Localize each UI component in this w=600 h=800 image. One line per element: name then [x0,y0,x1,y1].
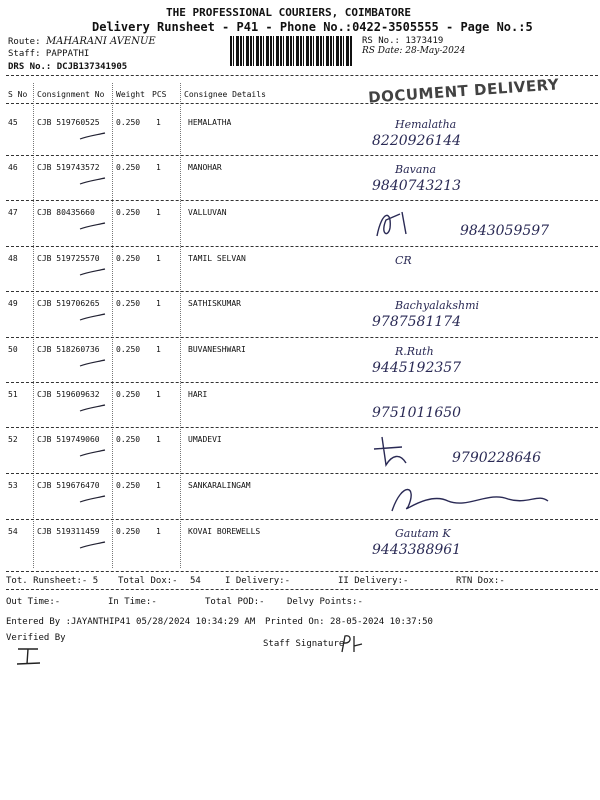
runsheet-title: Delivery Runsheet - P41 - Phone No.:0422-3505555 - Page No.:5 [92,20,533,34]
row-serial-number: 46 [8,163,18,172]
route-label-text: Route: [8,37,41,47]
row-divider [6,200,598,201]
rtn-dox: RTN Dox:- [456,576,505,586]
checkmark-icon [78,447,108,459]
total-runsheet: Tot. Runsheet:- 5 [6,576,99,586]
checkmark-icon [78,220,108,232]
row-weight: 0.250 [116,481,141,490]
row-weight: 0.250 [116,390,141,399]
row-serial-number: 49 [8,299,18,308]
handwritten-name: R.Ruth [395,345,434,358]
total-dox-label: Total Dox:- [118,576,178,586]
col-consignee: Consignee Details [184,90,266,99]
row-pcs: 1 [156,345,161,354]
checkmark-icon [78,311,108,323]
verified-by-label: Verified By [6,633,66,643]
row-serial-number: 51 [8,390,18,399]
row-consignee-name: SANKARALINGAM [188,481,251,490]
row-consignee-name: HARI [188,390,208,399]
row-divider [6,155,598,156]
row-pcs: 1 [156,163,161,172]
delivery-points: Delvy Points:- [287,597,363,607]
entered-by: Entered By :JAYANTHIP41 05/28/2024 10:34:29 AM [6,617,256,627]
row-consignment-number: CJB 519743572 [37,163,100,172]
row-consignee-name: HEMALATHA [188,118,232,127]
col-weight: Weight [116,90,145,99]
checkmark-icon [78,357,108,369]
signature-scribble-icon [372,435,542,475]
handwritten-phone: 9443388961 [372,542,462,558]
row-consignee-name: BUVANESHWARI [188,345,246,354]
row-consignee-name: SATHISKUMAR [188,299,241,308]
row-consignee-name: UMADEVI [188,435,222,444]
row-weight: 0.250 [116,163,141,172]
handwritten-phone: 9787581174 [372,314,462,330]
row-weight: 0.250 [116,254,141,263]
row-pcs: 1 [156,118,161,127]
row-consignment-number: CJB 519609632 [37,390,100,399]
row-pcs: 1 [156,527,161,536]
row-pcs: 1 [156,435,161,444]
col-sno: S No [8,90,28,99]
row-divider [6,382,598,383]
row-consignment-number: CJB 519676470 [37,481,100,490]
row-weight: 0.250 [116,527,141,536]
row-consignment-number: CJB 518260736 [37,345,100,354]
handwritten-name: Bachyalakshmi [395,299,480,312]
row-weight: 0.250 [116,118,141,127]
row-divider [6,427,598,428]
checkmark-icon [78,175,108,187]
row-consignment-number: CJB 519706265 [37,299,100,308]
row-pcs: 1 [156,254,161,263]
row-pcs: 1 [156,390,161,399]
route-value: MAHARANI AVENUE [45,36,156,47]
row-consignee-name: TAMIL SELVAN [188,254,246,263]
first-delivery: I Delivery:- [225,576,291,586]
handwritten-phone: 9840743213 [372,178,462,194]
signature-scribble-icon [388,481,558,521]
divider [6,75,598,76]
handwritten-phone: 9843059597 [460,223,550,239]
row-consignee-name: VALLUVAN [188,208,227,217]
row-weight: 0.250 [116,299,141,308]
out-time: Out Time:- [6,597,61,607]
handwritten-phone: 9751011650 [372,405,462,421]
row-weight: 0.250 [116,345,141,354]
row-consignment-number: CJB 519760525 [37,118,100,127]
row-consignment-number: CJB 519311459 [37,527,100,536]
divider [6,589,598,590]
row-weight: 0.250 [116,435,141,444]
row-serial-number: 50 [8,345,18,354]
divider [6,571,598,572]
row-pcs: 1 [156,481,161,490]
col-pcs: PCS [152,90,167,99]
handwritten-phone: 9445192357 [372,360,462,376]
checkmark-icon [78,266,108,278]
row-consignee-name: KOVAI BOREWELLS [188,527,261,536]
rs-date: RS Date: 28-May-2024 [362,46,466,56]
handwritten-phone: 9790228646 [452,450,542,466]
row-weight: 0.250 [116,208,141,217]
in-time: In Time:- [108,597,157,607]
handwritten-phone: 8220926144 [372,133,462,149]
row-pcs: 1 [156,208,161,217]
row-serial-number: 48 [8,254,18,263]
row-serial-number: 53 [8,481,18,490]
rs-number: RS No.: 1373419 [362,36,444,46]
drs-number: DRS No.: DCJB137341905 [8,62,128,72]
route-label [8,36,156,47]
row-serial-number: 52 [8,435,18,444]
checkmark-icon [78,493,108,505]
divider [6,103,598,104]
row-serial-number: 54 [8,527,18,536]
printed-on: Printed On: 28-05-2024 10:37:50 [265,617,433,627]
handwritten-name: Gautam K [395,527,451,540]
checkmark-icon [78,130,108,142]
row-serial-number: 45 [8,118,18,127]
barcode-image [230,36,352,66]
row-serial-number: 47 [8,208,18,217]
row-consignee-name: MANOHAR [188,163,222,172]
signature-scribble-icon [372,208,542,248]
checkmark-icon [78,539,108,551]
document-delivery-stamp: DOCUMENT DELIVERY [367,75,560,107]
row-divider [6,291,598,292]
total-dox-value: 54 [190,576,201,586]
staff-signature-icon [338,632,368,656]
row-consignment-number: CJB 519749060 [37,435,100,444]
staff-signature-label: Staff Signature [263,639,345,649]
row-consignment-number: CJB 80435660 [37,208,95,217]
col-consignment: Consignment No [37,90,105,99]
handwritten-name: Bavana [395,163,437,176]
checkmark-icon [78,402,108,414]
total-pod: Total POD:- [205,597,265,607]
staff-name: Staff: PAPPATHI [8,49,90,59]
row-divider [6,337,598,338]
company-title: THE PROFESSIONAL COURIERS, COIMBATORE [166,6,412,19]
row-consignment-number: CJB 519725570 [37,254,100,263]
verifier-signature-icon [14,646,44,668]
handwritten-name: CR [395,254,412,267]
second-delivery: II Delivery:- [338,576,409,586]
handwritten-name: Hemalatha [395,118,457,131]
row-pcs: 1 [156,299,161,308]
